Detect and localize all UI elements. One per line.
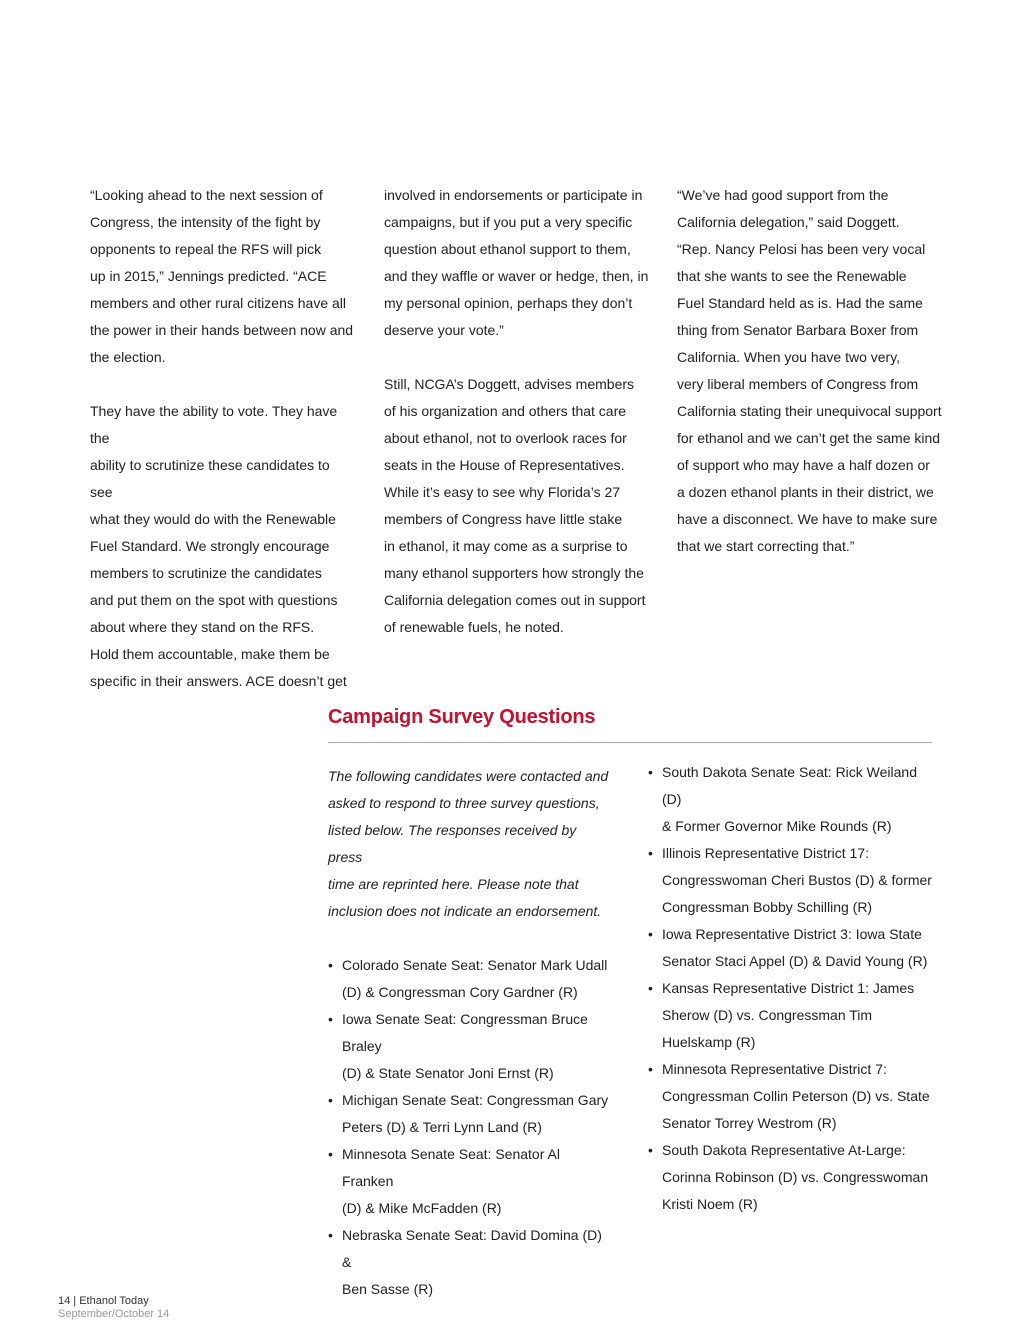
survey-intro-line: inclusion does not indicate an endorsement.: [328, 903, 602, 919]
candidate-list-item: [328, 952, 613, 1006]
article-line: of renewable fuels, he noted.: [384, 619, 564, 635]
article-line: [384, 344, 649, 371]
survey-intro: [328, 763, 613, 925]
footer-page-number: 14 | Ethanol Today: [58, 1295, 149, 1307]
article-line: many ethanol supporters how strongly the: [384, 565, 644, 581]
candidate-list-line: • South Dakota Representative At-Large:: [662, 1142, 906, 1158]
article-line: what they would do with the Renewable: [90, 511, 336, 527]
candidate-list-line: • Kansas Representative District 1: James: [662, 980, 915, 996]
candidate-list-item: [328, 1141, 613, 1222]
survey-intro-line: asked to respond to three survey questions,: [328, 795, 600, 811]
article-column-2: [384, 182, 649, 641]
article-line: have a disconnect. We have to make sure: [677, 511, 938, 527]
article-line: Hold them accountable, make them be: [90, 646, 330, 662]
candidate-list-line: • Colorado Senate Seat: Senator Mark Udall: [342, 957, 608, 973]
candidate-list-line: & Former Governor Mike Rounds (R): [662, 818, 892, 834]
article-line: “Rep. Nancy Pelosi has been very vocal: [677, 241, 926, 257]
article-line: Still, NCGA’s Doggett, advises members: [384, 376, 635, 392]
candidate-list-item: [328, 1087, 613, 1141]
article-line: in ethanol, it may come as a surprise to: [384, 538, 628, 554]
article-line: “Looking ahead to the next session of: [90, 187, 323, 203]
article-line: and put them on the spot with questions: [90, 592, 338, 608]
article-line: Fuel Standard held as is. Had the same: [677, 295, 923, 311]
candidate-list-line: Congressman Collin Peterson (D) vs. State: [662, 1088, 930, 1104]
candidate-list-line: Peters (D) & Terri Lynn Land (R): [342, 1119, 542, 1135]
article-line: for ethanol and we can’t get the same kind: [677, 430, 941, 446]
article-line: a dozen ethanol plants in their district, we: [677, 484, 934, 500]
article-line: deserve your vote.”: [384, 322, 504, 338]
candidate-list-line: Congressman Bobby Schilling (R): [662, 899, 873, 915]
article-line: opponents to repeal the RFS will pick: [90, 241, 322, 257]
candidate-list-line: (D) & State Senator Joni Ernst (R): [342, 1065, 554, 1081]
candidate-list-item: [648, 840, 938, 921]
article-line: “We’ve had good support from the: [677, 187, 889, 203]
candidate-list-line: Congresswoman Cheri Bustos (D) & former: [662, 872, 932, 888]
article-line: the election.: [90, 349, 166, 365]
article-line: thing from Senator Barbara Boxer from: [677, 322, 919, 338]
candidate-list-line: Kristi Noem (R): [662, 1196, 758, 1212]
candidate-list-item: [648, 1137, 938, 1218]
candidate-list-item: [648, 1056, 938, 1137]
article-line: California. When you have two very,: [677, 349, 901, 365]
candidate-list-line: (D) & Congressman Cory Gardner (R): [342, 984, 578, 1000]
candidate-list-line: Corinna Robinson (D) vs. Congresswoman: [662, 1169, 929, 1185]
article-line: of his organization and others that care: [384, 403, 627, 419]
article-column-3: [677, 182, 942, 560]
candidate-list-item: [648, 975, 938, 1056]
article-line: members to scrutinize the candidates: [90, 565, 322, 581]
candidate-list-line: • Iowa Senate Seat: Congressman Bruce Braley: [342, 1011, 588, 1054]
candidate-list-line: • Michigan Senate Seat: Congressman Gary: [342, 1092, 609, 1108]
candidate-list-line: • South Dakota Senate Seat: Rick Weiland (D): [662, 764, 918, 807]
article-line: [90, 371, 355, 398]
article-line: California delegation comes out in support: [384, 592, 646, 608]
article-line: campaigns, but if you put a very specific: [384, 214, 633, 230]
article-line: ability to scrutinize these candidates to see: [90, 457, 330, 500]
candidate-list-line: Senator Torrey Westrom (R): [662, 1115, 837, 1131]
article-line: about where they stand on the RFS.: [90, 619, 315, 635]
article-line: the power in their hands between now and: [90, 322, 354, 338]
candidate-list-item: [648, 759, 938, 840]
candidate-list-item: [328, 1222, 613, 1303]
article-line: They have the ability to vote. They have the: [90, 403, 338, 446]
article-line: up in 2015,” Jennings predicted. “ACE: [90, 268, 327, 284]
candidate-list-line: • Illinois Representative District 17:: [662, 845, 869, 861]
article-line: about ethanol, not to overlook races for: [384, 430, 627, 446]
candidate-list-line: Huelskamp (R): [662, 1034, 756, 1050]
article-line: and they waffle or waver or hedge, then, in: [384, 268, 649, 284]
page-footer: [58, 1295, 169, 1321]
candidate-list-line: Senator Staci Appel (D) & David Young (R): [662, 953, 928, 969]
footer-issue-date: September/October 14: [58, 1308, 170, 1320]
survey-intro-line: The following candidates were contacted and: [328, 768, 609, 784]
survey-right-column: [648, 759, 938, 1218]
article-line: my personal opinion, perhaps they don’t: [384, 295, 633, 311]
article-line: Fuel Standard. We strongly encourage: [90, 538, 330, 554]
survey-intro-line: listed below. The responses received by press: [328, 822, 577, 865]
article-line: members and other rural citizens have all: [90, 295, 347, 311]
article-line: that we start correcting that.”: [677, 538, 855, 554]
article-line: Congress, the intensity of the fight by: [90, 214, 321, 230]
article-line: seats in the House of Representatives.: [384, 457, 625, 473]
article-line: California delegation,” said Doggett.: [677, 214, 900, 230]
article-line: that she wants to see the Renewable: [677, 268, 907, 284]
candidate-list-item: [648, 921, 938, 975]
article-line: question about ethanol support to them,: [384, 241, 631, 257]
candidate-list-item: [328, 1006, 613, 1087]
survey-divider: [328, 742, 932, 743]
article-line: While it’s easy to see why Florida’s 27: [384, 484, 621, 500]
survey-left-column: [328, 763, 613, 1303]
candidate-list-line: (D) & Mike McFadden (R): [342, 1200, 502, 1216]
article-line: involved in endorsements or participate in: [384, 187, 643, 203]
candidate-list-line: • Iowa Representative District 3: Iowa State: [662, 926, 922, 942]
candidate-list-line: • Nebraska Senate Seat: David Domina (D) &: [342, 1227, 602, 1270]
survey-intro-line: time are reprinted here. Please note that: [328, 876, 579, 892]
candidate-list-left: [328, 952, 613, 1303]
candidate-list-line: • Minnesota Senate Seat: Senator Al Franken: [342, 1146, 560, 1189]
article-line: California stating their unequivocal support: [677, 403, 942, 419]
article-line: specific in their answers. ACE doesn’t get: [90, 673, 347, 689]
candidate-list-right: [648, 759, 938, 1218]
article-line: members of Congress have little stake: [384, 511, 623, 527]
article-line: of support who may have a half dozen or: [677, 457, 930, 473]
candidate-list-line: Sherow (D) vs. Congressman Tim: [662, 1007, 873, 1023]
candidate-list-line: • Minnesota Representative District 7:: [662, 1061, 887, 1077]
survey-title: Campaign Survey Questions: [328, 706, 596, 728]
candidate-list-line: Ben Sasse (R): [342, 1281, 434, 1297]
article-column-1: [90, 182, 355, 695]
article-line: very liberal members of Congress from: [677, 376, 919, 392]
